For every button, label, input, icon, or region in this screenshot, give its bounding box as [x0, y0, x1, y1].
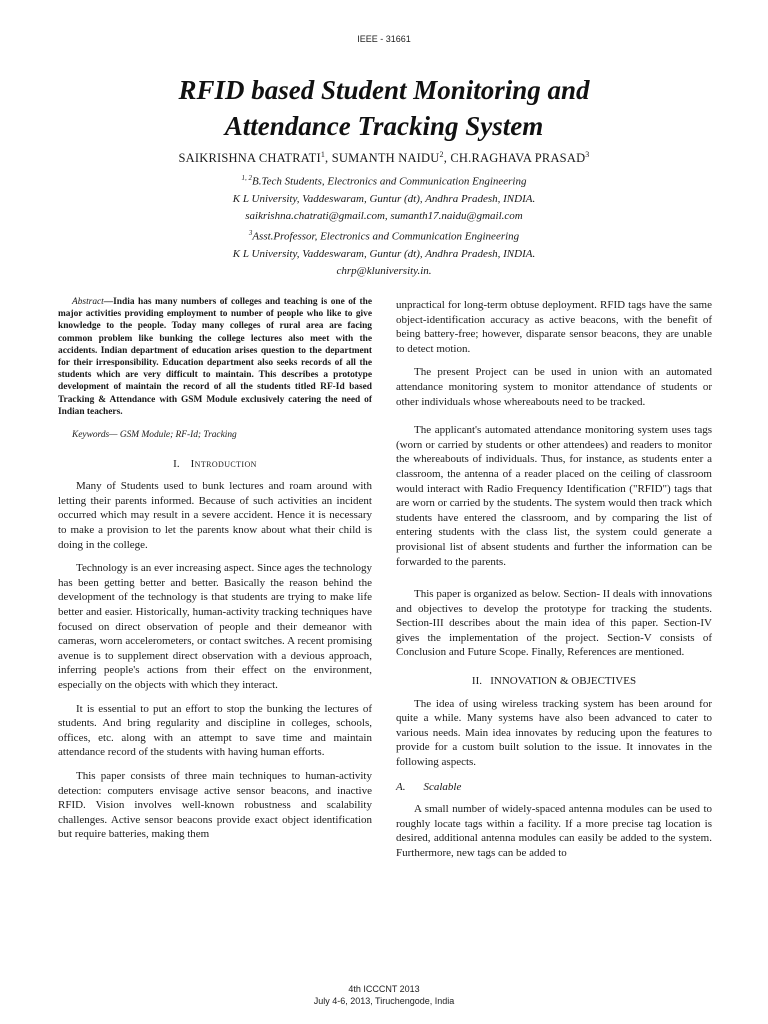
- subsection-heading: A. Scalable: [396, 780, 462, 793]
- paragraph: Technology is an ever increasing aspect. Since ages the technology has been getting better and better. Basically the reason behind the development of the technology is that students are trying to make life better and easier. Historically, human-activity tracking techniques have focused on direct observation of people and their demeanor with cameras, worn accelerometers, or contact switches. A recent promising avenue is to supplement direct observation with a devious approach, inferring people's actions from their effect on the environment, especially on the objects with which they interact.: [58, 562, 372, 691]
- paragraph: This paper consists of three main techniques to human-activity detection: computers envisage active sensor beacons, and inactive RFID. Vision involves well-known robustness and scalability challenges. Active sensor beacons provide exact object identification but require batteries, making them: [58, 769, 372, 841]
- title-line-1: RFID based Student Monitoring and: [178, 75, 590, 105]
- paragraph: The applicant's automated attendance monitoring system uses tags (worn or carried by students or other attendees) and readers to monitor the whereabouts of individuals. Thus, for instance, as students enter a classroom, the antenna of a reader placed on the ceiling of classroom would interact with Radio Frequency Identification ("RFID") tags that are worn or carried by the students. The system would then track which students have entered the classroom, and by comparing the list of entering students with the class list, the system could generate a provisional list of absent students and further the information can be forwarded to the parents.: [396, 424, 712, 568]
- paper-title: [0, 72, 768, 144]
- right-column: [396, 298, 712, 870]
- affil-line-1: $^{1, 2}$B.Tech Students, Electronics and Communication Engineering: [241, 174, 527, 188]
- paragraph: unpractical for long-term obtuse deployment. RFID tags have the same object-identification accuracy as active beacons, with the benefit of being battery-free; however, disparate sensor beacons, they are unable to detect motion.: [396, 299, 712, 355]
- left-column: [58, 296, 372, 851]
- paragraph: Many of Students used to bunk lectures and roam around with letting their parents informed. Because of such activities an incident occurred which may result in a severe accident. Hence it is necessary to make a provision to let the parents know about what their child is doing in the college.: [58, 480, 372, 551]
- author-1-sup: 1: [320, 150, 326, 159]
- section-heading-2: II. INNOVATION & OBJECTIVES: [471, 675, 637, 688]
- abstract-label: Abstract: [72, 297, 104, 307]
- author-2-sup: 2: [439, 150, 444, 159]
- affil-emails: saikrishna.chatrati@gmail.com, sumanth17.naidu@gmail.com: [245, 210, 523, 223]
- author-2: , SUMANTH NAIDU: [325, 151, 440, 166]
- footer-date-location: July 4-6, 2013, Tiruchengode, India: [313, 996, 455, 1006]
- affil-sup-1: 1, 2: [241, 174, 253, 182]
- abstract: [58, 296, 372, 418]
- author-1: SAIKRISHNA CHATRATI: [178, 151, 321, 166]
- page-footer: [0, 983, 768, 1007]
- affil-line-5: K L University, Vaddeswaram, Guntur (dt), Andhra Pradesh, INDIA.: [232, 248, 536, 261]
- author-list: [0, 150, 768, 166]
- title-line-2: Attendance Tracking System: [224, 111, 544, 141]
- conference-id: IEEE - 31661: [357, 34, 411, 44]
- affil-email-2: chrp@kluniversity.in.: [336, 265, 432, 278]
- affiliations: [0, 170, 768, 281]
- paragraph: The present Project can be used in union with an automated attendance monitoring system to monitor attendance of students or other individuals whose whereabouts need to be tracked.: [396, 366, 712, 408]
- paragraph: The idea of using wireless tracking system has been around for quite a while. Many systems have also been advanced to cater to various needs. Main idea innovates by reducing upon the features to provide for a custom built solution to the issue. It innovates in the following aspects.: [396, 697, 712, 769]
- paragraph: A small number of widely-spaced antenna modules can be used to roughly locate tags within a facility. If a more precise tag location is desired, additional antenna modules can easily be added to the system. Furthermore, new tags can be added to: [396, 803, 712, 859]
- author-3: , CH.RAGHAVA PRASAD: [443, 151, 586, 166]
- footer-conference: 4th ICCCNT 2013: [348, 984, 420, 994]
- author-3-sup: 3: [585, 150, 590, 159]
- paragraph: This paper is organized as below. Section- II deals with innovations and objectives to develop the prototype for tracking the students. Section-III describes about the main idea of this paper. Section-IV gives the implementation of the project. Section-V consists of Conclusion and Future Scope. Finally, References are mentioned.: [396, 588, 712, 659]
- affil-sup-2: 3: [248, 229, 253, 238]
- paragraph: It is essential to put an effort to stop the bunking the lectures of students. And bring regularity and discipline in colleges, schools, offices, etc. along with an attempt to save time and maintain attendance record of the students with having human efforts.: [58, 702, 372, 759]
- affil-line-4: $^3$Asst.Professor, Electronics and Communication Engineering: [248, 229, 520, 243]
- section-heading-1: I. Introduction: [173, 457, 257, 470]
- abstract-text: —India has many numbers of colleges and teaching is one of the major activities providing employment to number of people who like to give knowledge to the people. Today many colleges of rural area are facing common problem like bunking the college lectures also meet with the accidents. Indian department of education arises question to the department for their irresponsibility. Education department also seeks records of all the students which are very difficult to maintain. This describes a prototype development of maintain the record of all the students titled RF-Id based Tracking & Attendance with GSM Module exclusively catering the need of Indian teachers.: [58, 297, 372, 417]
- affil-line-2: K L University, Vaddeswaram, Guntur (dt), Andhra Pradesh, INDIA.: [232, 192, 536, 205]
- keywords: Keywords— GSM Module; RF-Id; Tracking: [72, 430, 237, 441]
